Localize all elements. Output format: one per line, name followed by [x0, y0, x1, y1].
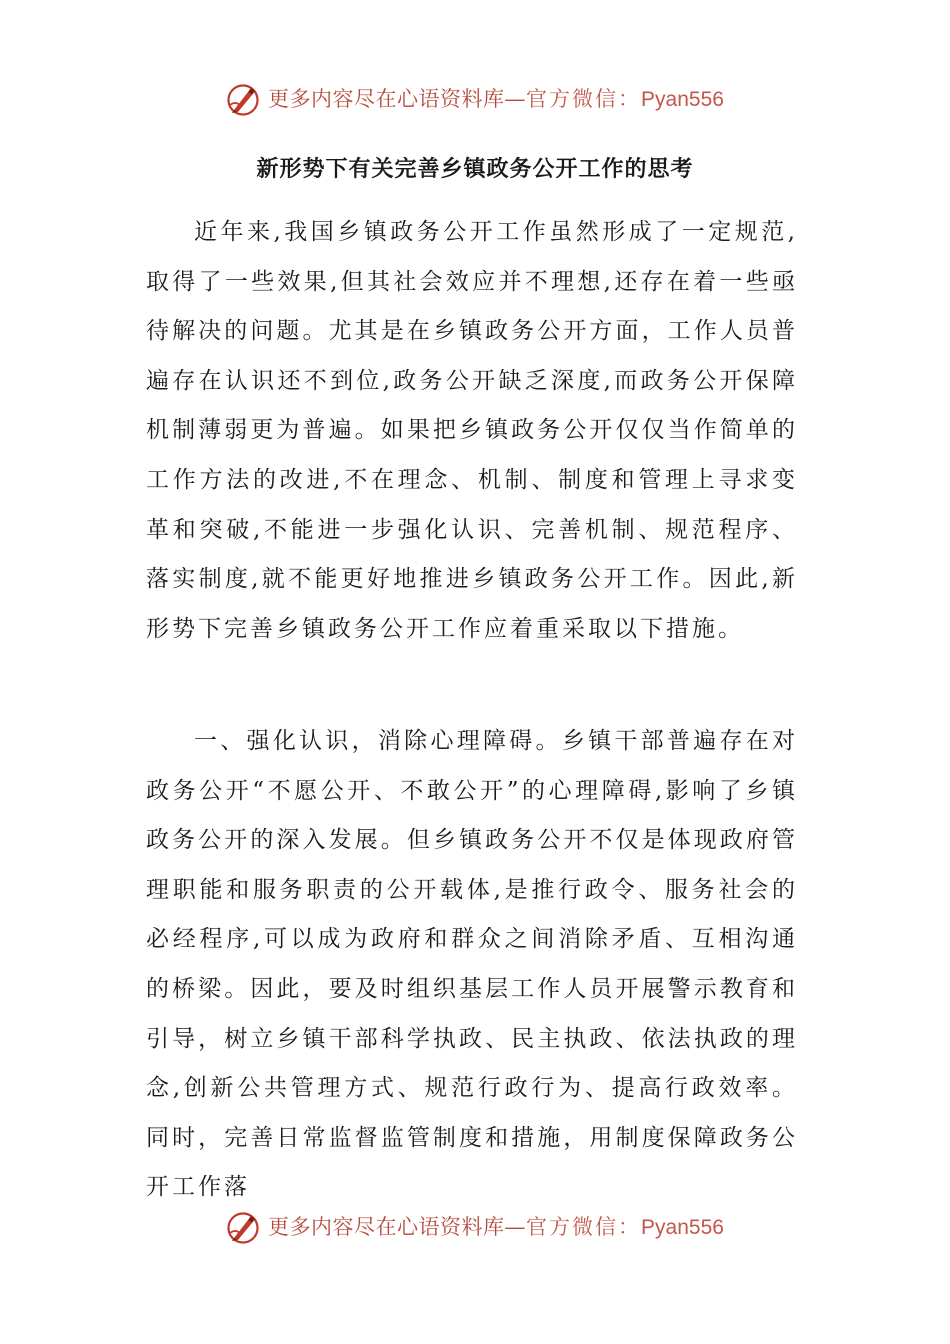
document-title: 新形势下有关完善乡镇政务公开工作的思考	[256, 157, 694, 182]
pen-logo-icon	[226, 1211, 260, 1245]
pen-logo-icon	[226, 83, 260, 117]
banner-wechat-id: Pyan556	[641, 1216, 724, 1239]
banner-text	[268, 1210, 724, 1245]
body-paragraph-2: 一、强化认识，消除心理障碍。乡镇干部普遍存在对政务公开“不愿公开、不敢公开”的心理障碍,影响了乡镇政务公开的深入发展。但乡镇政务公开不仅是体现政府管理职能和服务职责的公开载体,是推行政令、服务社会的必经程序,可以成为政府和群众之间消除矛盾、互相沟通的桥梁。因此，要及时组织基层工作人员开展警示教育和引导，树立乡镇干部科学执政、民主执政、依法执政的理念,创新公共管理方式、规范行政行为、提高行政效率。同时，完善日常监督监管制度和措施，用制度保障政务公开工作落	[146, 728, 798, 1201]
banner-dash: —	[504, 1215, 527, 1239]
banner-main-text: 更多内容尽在心语资料库	[268, 1215, 505, 1239]
header-banner	[0, 82, 950, 117]
banner-wechat-label: 官方微信：	[526, 87, 642, 111]
body-paragraph-1: 近年来,我国乡镇政务公开工作虽然形成了一定规范,取得了一些效果,但其社会效应并不理想,还存在着一些亟待解决的问题。尤其是在乡镇政务公开方面，工作人员普遍存在认识还不到位,政务公开缺乏深度,而政务公开保障机制薄弱更为普遍。如果把乡镇政务公开仅仅当作简单的工作方法的改进,不在理念、机制、制度和管理上寻求变革和突破,不能进一步强化认识、完善机制、规范程序、落实制度,就不能更好地推进乡镇政务公开工作。因此,新形势下完善乡镇政务公开工作应着重采取以下措施。	[146, 219, 798, 642]
banner-text	[268, 82, 724, 117]
banner-dash: —	[504, 87, 527, 111]
banner-main-text: 更多内容尽在心语资料库	[268, 87, 505, 111]
footer-banner	[0, 1210, 950, 1245]
banner-wechat-label: 官方微信：	[526, 1215, 642, 1239]
banner-wechat-id: Pyan556	[641, 88, 724, 111]
